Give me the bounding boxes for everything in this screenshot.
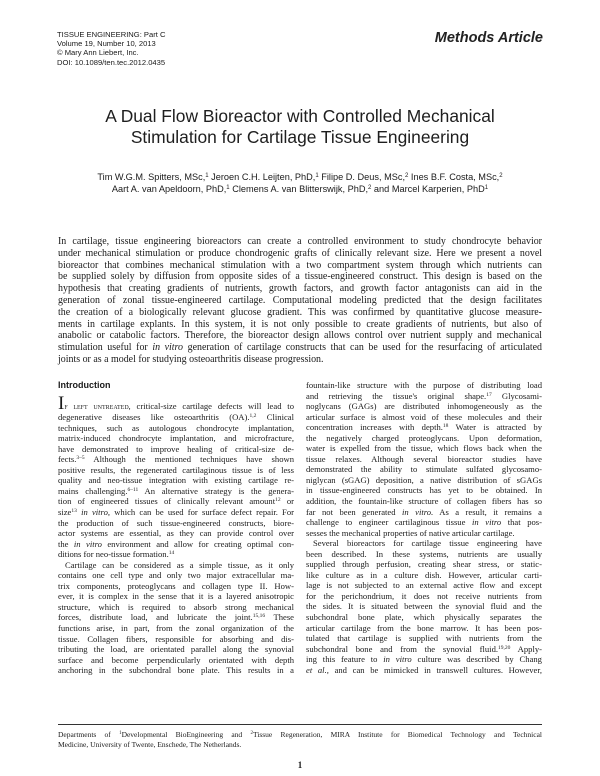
section-heading: Introduction — [58, 380, 111, 390]
page-number: 1 — [297, 760, 303, 770]
copyright: © Mary Ann Liebert, Inc. — [57, 48, 139, 58]
body-column-left: Introduction If left untreated, critical-size cartilage defects will lead to degenerative diseases like osteoarthritis (OA).$^{1,2}$ Clinical techniques, such as autologous chondrocyte implantation, matrix-induced chondrocyte implantation, and microfracture, have demonstrated to improve healing of critical-size de- fects.$^{3-5}$ Although the mentioned techniques have shown positive results, the regenerated cartilaginous tissue is of less quality and neo-tissue integration with existing cartilage re- mains challenging.$^{6-11}$ An alternative strategy is the genera- tion of engineered tissues of clinically relevant amount$^{12}$ or size$^{13}$ in vitro, which can be used for surface defect repair. For the production of such tissue-engineered constructs, biore- actor systems are essential, as they can provide control over the in vitro environment and allow for creating optimal con- ditions for neo-tissue formation.$^{14}$ Cartilage can be considered as a simple tissue, as it only contains one cell type and only two major extracellular ma- trix components, proteoglycans and collagen type II. How- ever, it is complex in the sense that it is a layered anisotropic structure, which is required to absorb strong mechanical forces, distribute load, and lubricate the joint.$^{15,16}$ These functions arise, in part, from the zonal organization of the tissue. Collagen fibers, responsible for absorbing and dis- tributing the load, are orientated parallel along the synovial surface and become perpendicularly orientated with depth anchoring in the subchondral bone plate. This results in a — [58, 380, 294, 676]
journal-meta — [57, 30, 165, 67]
doi: DOI: 10.1089/ten.tec.2012.0435 — [57, 57, 166, 67]
body-column-right: fountain-like structure with the purpose of distributing load and retrieving the tissue's original shape.$^{17}$ Glycosami- noglycans (GAGs) are distributed inhomogeneously as the articular surface is almost void of these molecules and their concentration increases with depth.$^{18}$ Water is attracted by the negatively charged proteoglycans. Upon deformation, water is expelled from the tissue, which flows back when the tissue relaxes. Although several bioreactor studies have demonstrated the ability to stimulate sulfated glycosamo- niglycan (sGAG) deposition, a native distribution of sGAGs in tissue-engineered constructs has yet to be obtained. In addition, the fountain-like structure of collagen fibers has so far not been generated in vitro. As a result, it remains a challenge to engineer cartilaginous tissue in vitro that pos- sesses the mechanical properties of native articular cartilage. Several bioreactors for cartilage tissue engineering have been described. In these systems, nutrients are usually supplied through perfusion, creating shear stress, or static- like culture as in a culture dish. However, articular carti- lage is not subjected to an external active flow and except for the perichondrium, it does not receive nutrients from the sides. It is situated between the synovial fluid and the subchondral bone plate, which physically separates the articular cartilage from the bone marrow. It has been pos- tulated that cartilage is supplied with nutrients from the subchondral bone and from the synovial fluid.$^{19,20}$ Apply- ing this feature to in vitro culture was described by Chang et al., and can be mimicked in transwell cultures. However, — [306, 380, 543, 675]
affiliation-footnote: Departments of $^1$Developmental BioEngineering and $^2$Tissue Regeneration, MIRA Institute for Biomedical Technology and Technical Medicine, University of Twente, Enschede, The Netherlands. — [58, 730, 543, 749]
author: Ines B.F. Costa, MSc, — [410, 172, 500, 182]
author: Clemens A. van Blitterswijk, PhD, — [232, 184, 369, 194]
paper-title: A Dual Flow Bioreactor with Controlled Mechanical Stimulation for Cartilage Tissue Engineering — [105, 106, 495, 147]
abstract: In cartilage, tissue engineering bioreactors can create a controlled environment to study chondrocyte behavior under mechanical stimulation or produce chondrogenic grafts of clinically relevant size. Here we present a novel bioreactor that combines mechanical stimulation with a two compartment system through which nutrients can be supplied solely by diffusion from opposite sides of a tissue-engineered construct. This design is based on the hypothesis that creating gradients of nutrients, growth factors, and growth factor antagonists can aid in the generation of zonal tissue-engineered cartilage. Computational modeling predicted that the design facilitates the creation of a biologically relevant glucose gradient. This was confirmed by quantitative glucose measure- ments in cartilage explants. In this system, it is not only possible to create gradients of nutrients, but also of anabolic or catabolic factors. Therefore, the bioreactor design allows control over nutrient supply and mechanical stimulation useful for in vitro generation of cartilage constructs that can be used for the resurfacing of articulated joints or as a model for studying osteoarthritis disease progression. — [58, 236, 543, 365]
article-type: Methods Article — [434, 30, 543, 46]
author: Tim W.G.M. Spitters, MSc, — [97, 172, 206, 182]
footnote-rule — [58, 724, 542, 725]
author: Jeroen C.H. Leijten, PhD, — [211, 172, 316, 182]
author-list: Tim W.G.M. Spitters, MSc,$^1$ Jeroen C.H. Leijten, PhD,$^1$ Filipe D. Deus, MSc,$^2$ Ines B.F. Costa, MSc,$^2$ Aart A. van Apeldoorn, PhD,$^1$ Clemens A. van Blitterswijk, PhD,$^2$ and Marcel Karperien, PhD$^1$ — [97, 172, 503, 194]
author: Marcel Karperien, PhD — [391, 184, 485, 194]
author: Aart A. van Apeldoorn, PhD, — [111, 184, 227, 194]
journal-volume: Volume 19, Number 10, 2013 — [57, 39, 156, 49]
drop-cap: I — [58, 392, 65, 414]
journal-name: TISSUE ENGINEERING: Part C — [57, 30, 166, 39]
author: Filipe D. Deus, MSc, — [321, 172, 405, 182]
